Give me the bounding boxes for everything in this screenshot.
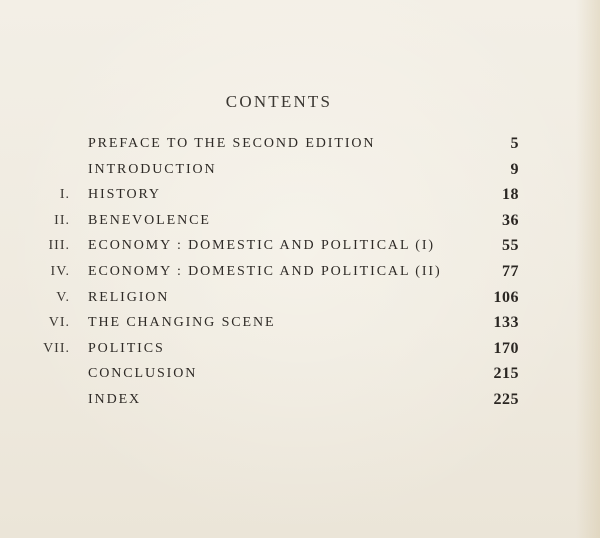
toc-entry [0,213,600,239]
chapter-title: BENEVOLENCE [88,212,211,228]
page-number: 170 [493,339,519,357]
page-number: 5 [510,135,519,152]
chapter-number: II. [54,212,70,228]
chapter-title: CONCLUSION [88,366,198,382]
chapter-number: VI. [48,315,70,331]
chapter-title: INDEX [88,391,142,407]
page-number: 36 [502,211,519,229]
toc-entry [0,264,600,290]
chapter-number: VII. [43,340,70,356]
table-of-contents [0,136,600,418]
toc-entry [0,238,600,264]
toc-entry [0,315,600,341]
chapter-number: I. [59,187,70,203]
chapter-title: INTRODUCTION [88,161,217,177]
toc-entry [0,162,600,188]
toc-entry [0,187,600,213]
page-number: 77 [502,262,519,280]
chapter-number: IV. [50,263,70,279]
page-number: 215 [493,365,519,383]
chapter-title: HISTORY [88,187,161,203]
toc-entry [0,392,600,418]
toc-entry [0,366,600,392]
contents-heading: CONTENTS [225,92,333,111]
toc-entry [0,341,600,367]
chapter-title: PREFACE TO THE SECOND EDITION [88,136,376,151]
chapter-number: V. [56,289,70,305]
chapter-title: POLITICS [88,340,165,356]
chapter-title: RELIGION [88,289,170,305]
page-number: 133 [493,314,519,332]
toc-entry [0,290,600,316]
page-number: 55 [502,237,519,255]
toc-entry [0,136,600,162]
chapter-number: III. [48,238,70,254]
page-number: 225 [493,390,519,408]
chapter-title: ECONOMY : DOMESTIC AND POLITICAL (II) [88,263,442,279]
page-number: 18 [502,186,519,204]
chapter-title: ECONOMY : DOMESTIC AND POLITICAL (I) [88,238,435,254]
chapter-title: THE CHANGING SCENE [88,315,276,331]
page-number: 106 [493,288,519,306]
page-number: 9 [510,160,519,178]
